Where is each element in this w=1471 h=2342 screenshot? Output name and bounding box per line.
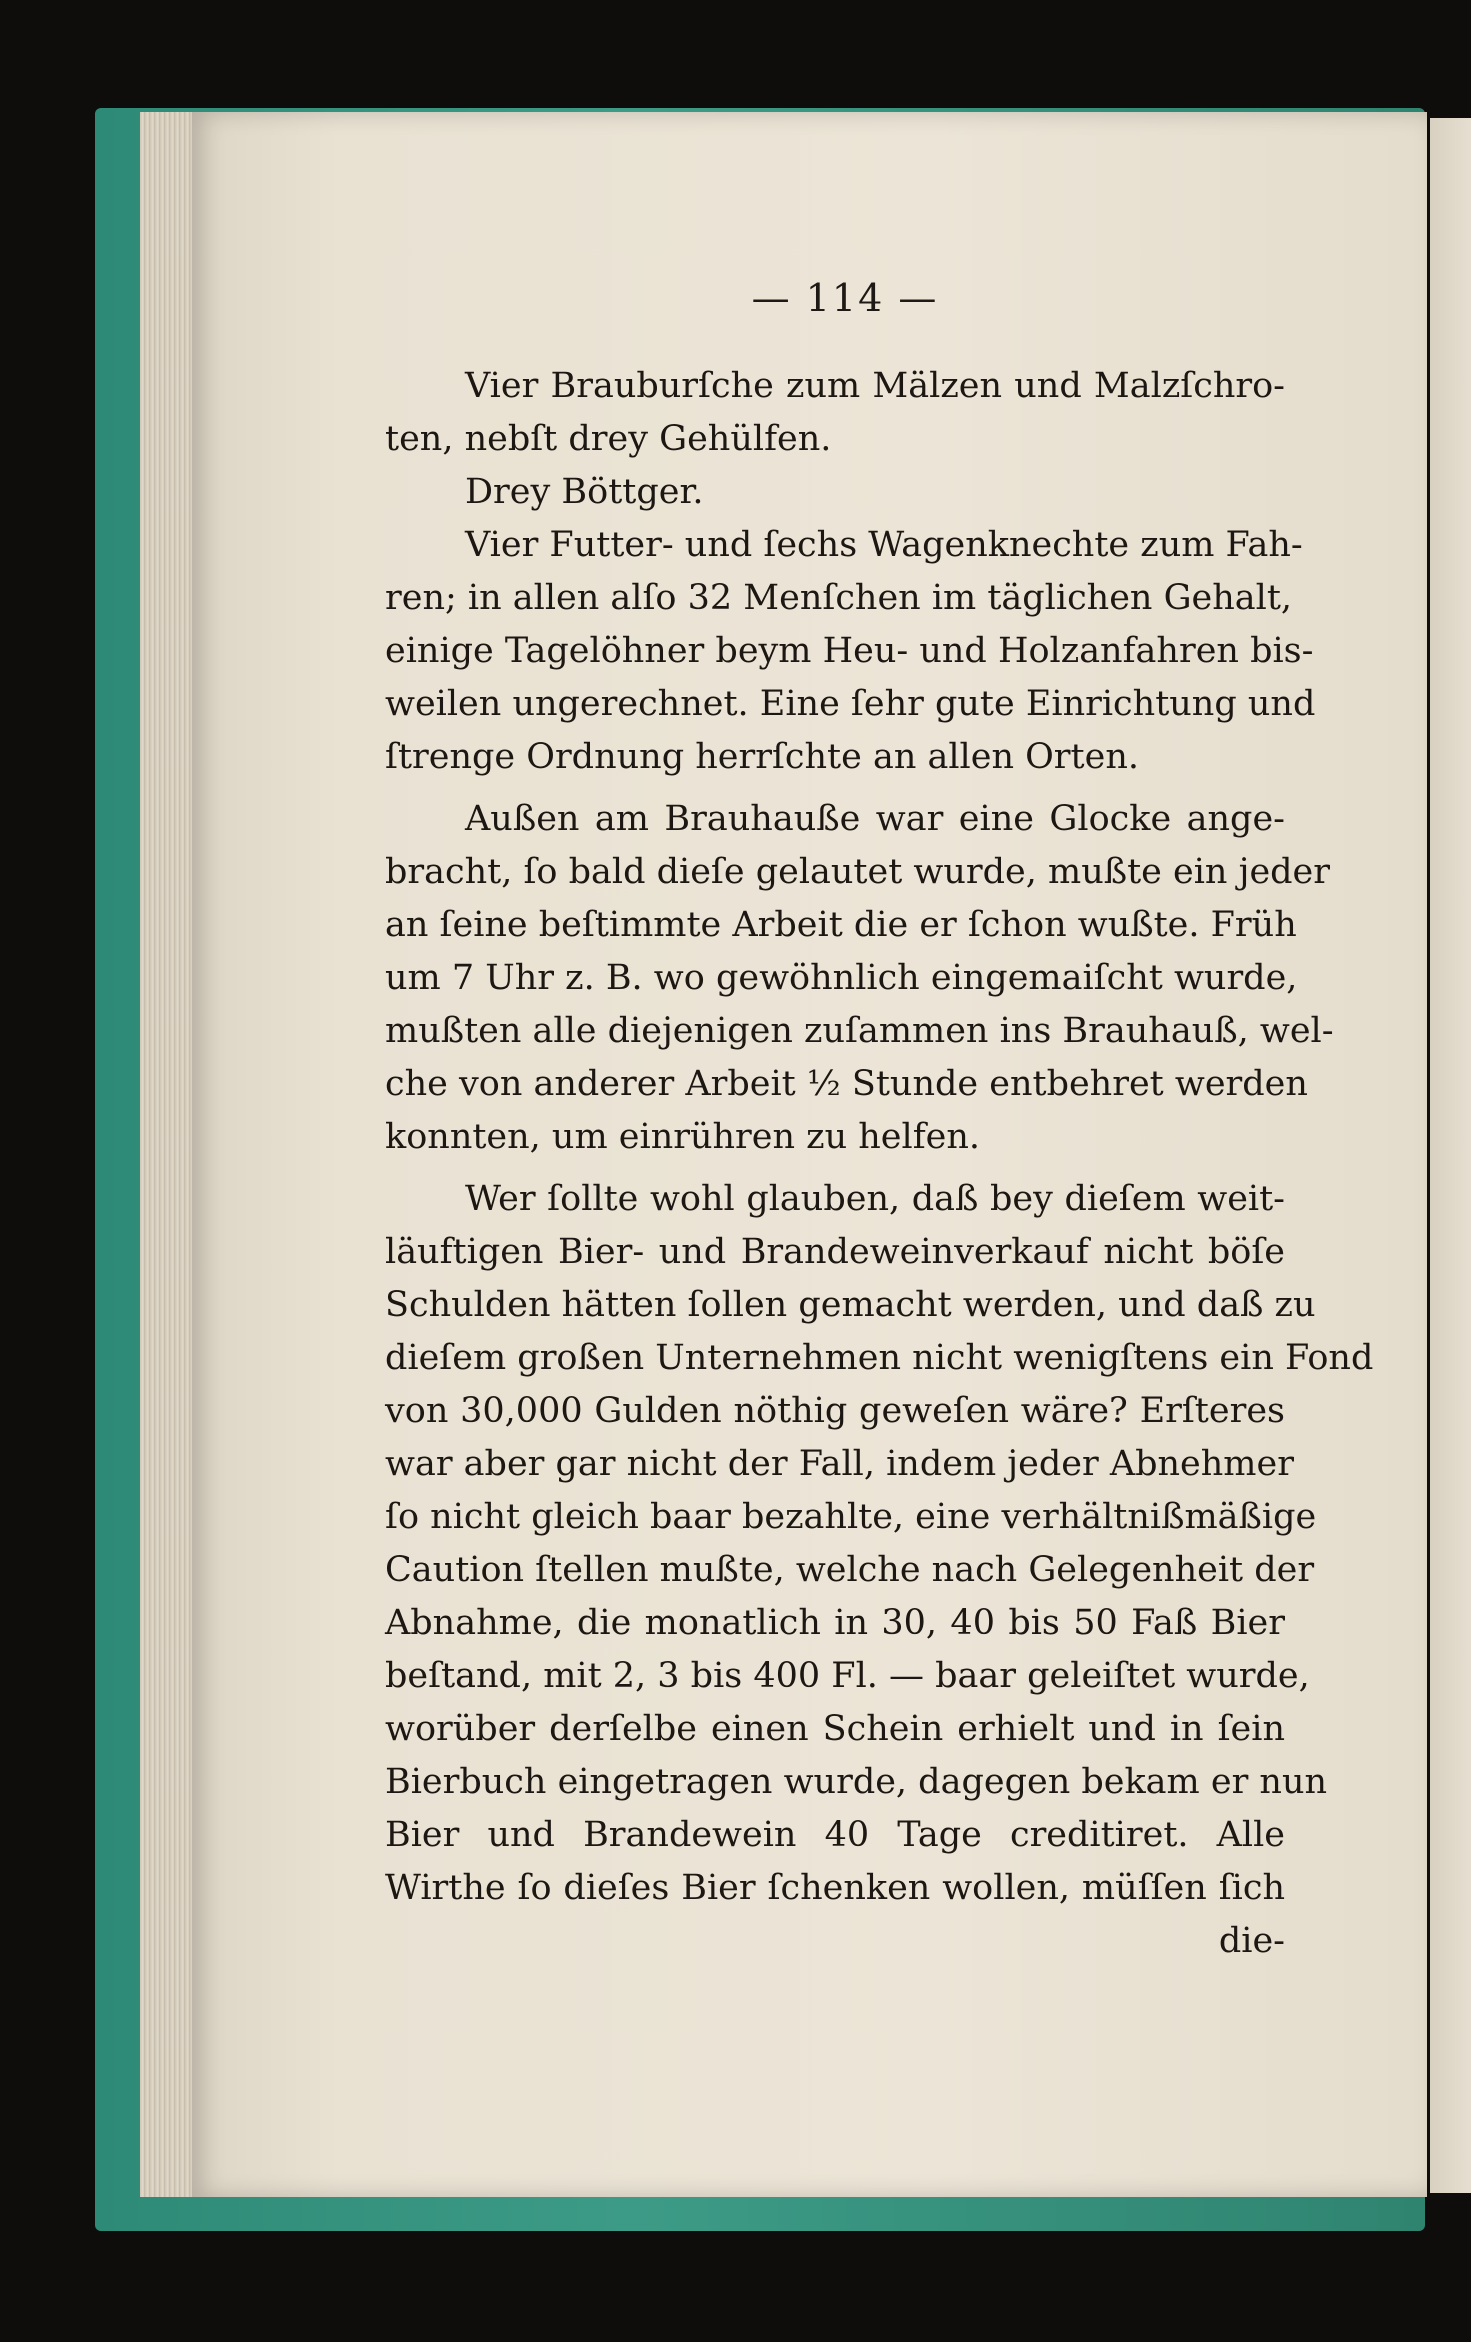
text-line: ſo nicht gleich baar bezahlte, eine verhältnißmäßige	[385, 1497, 1317, 1537]
text-line: Wer ſollte wohl glauben, daß bey dieſem weit-	[465, 1179, 1285, 1219]
text-line: Bierbuch eingetragen wurde, dagegen bekam er nun	[385, 1762, 1328, 1802]
text-line: beſtand, mit 2, 3 bis 400 Fl. — baar geleiſtet wurde,	[385, 1656, 1310, 1696]
text-line: einige Tagelöhner beym Heu- und Holzanfahren bis-	[385, 631, 1314, 671]
text-line: konnten, um einrühren zu helfen.	[385, 1117, 981, 1157]
text-line: Abnahme, die monatlich in 30, 40 bis 50 Faß Bier	[385, 1603, 1285, 1643]
text-line: Drey Böttger.	[465, 472, 704, 512]
text-line: von 30,000 Gulden nöthig geweſen wäre? Erſteres	[385, 1391, 1285, 1431]
text-line: weilen ungerechnet. Eine ſehr gute Einrichtung und	[385, 684, 1316, 724]
text-line: Schulden hätten ſollen gemacht werden, und daß zu	[385, 1285, 1316, 1325]
text-line: worüber derſelbe einen Schein erhielt und in ſein	[385, 1709, 1285, 1749]
text-line: ſtrenge Ordnung herrſchte an allen Orten.	[385, 737, 1139, 777]
text-line: Bier und Brandewein 40 Tage creditiret. Alle	[385, 1815, 1285, 1855]
text-line: war aber gar nicht der Fall, indem jeder Abnehmer	[385, 1444, 1294, 1484]
text-line: Vier Brauburſche zum Mälzen und Malzſchro-	[465, 366, 1285, 406]
text-line: an ſeine beſtimmte Arbeit die er ſchon wußte. Früh	[385, 905, 1297, 945]
page-number: — 114 —	[751, 276, 939, 320]
text-line: dieſem großen Unternehmen nicht wenigſtens ein Fond	[385, 1338, 1374, 1378]
text-line: mußten alle diejenigen zuſammen ins Brauhauß, wel-	[385, 1011, 1334, 1051]
text-line: che von anderer Arbeit ½ Stunde entbehret werden	[385, 1064, 1308, 1104]
text-line: Wirthe ſo dieſes Bier ſchenken wollen, müſſen ſich	[385, 1868, 1285, 1908]
text-line: Vier Futter- und ſechs Wagenknechte zum Fah-	[465, 525, 1303, 565]
text-line: Caution ſtellen mußte, welche nach Gelegenheit der	[385, 1550, 1315, 1590]
text-line: ten, nebſt drey Gehülfen.	[385, 419, 832, 459]
text-line: bracht, ſo bald dieſe gelautet wurde, mußte ein jeder	[385, 852, 1330, 892]
page-edges	[140, 112, 200, 2197]
text-line: läuftigen Bier- und Brandeweinverkauf nicht böſe	[385, 1232, 1285, 1272]
facing-page-edge	[1430, 118, 1471, 2193]
text-line: um 7 Uhr z. B. wo gewöhnlich eingemaiſcht wurde,	[385, 958, 1298, 998]
text-line: die-	[1218, 1921, 1285, 1961]
page-text	[385, 360, 1374, 1968]
text-line: ren; in allen alſo 32 Menſchen im täglichen Gehalt,	[385, 578, 1293, 618]
text-line: Außen am Brauhauße war eine Glocke ange-	[465, 799, 1285, 839]
